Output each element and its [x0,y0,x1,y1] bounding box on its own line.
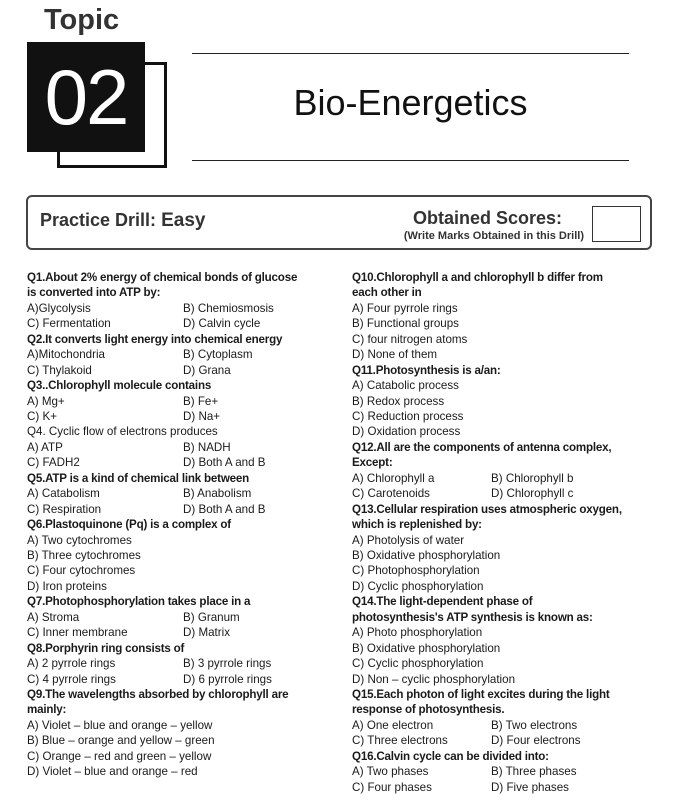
answer-option[interactable]: C) Reduction process [352,409,464,423]
option-row [27,316,327,331]
answer-option[interactable]: A) Two cytochromes [27,533,132,547]
answer-option[interactable]: C) Thylakoid [27,363,92,377]
option-row [352,486,662,501]
score-input-box[interactable] [592,206,641,242]
answer-option[interactable]: B) 3 pyrrole rings [183,657,272,671]
option-row [352,672,662,687]
answer-option[interactable]: C) Four phases [352,780,432,794]
answer-option[interactable]: C) K+ [27,410,57,423]
option-row [27,718,327,733]
topic-number-badge [27,42,145,152]
answer-option[interactable]: B) Granum [183,610,240,624]
answer-option[interactable]: B) Three phases [491,765,577,779]
answer-option[interactable]: A)Mitochondria [27,348,105,362]
answer-option[interactable]: B) Oxidative phosphorylation [352,641,501,655]
answer-option[interactable]: C) four nitrogen atoms [352,332,468,346]
option-row [27,409,327,424]
answer-option[interactable]: D) Oxidation process [352,425,461,439]
answer-option[interactable]: B) NADH [183,440,231,454]
score-title: Obtained Scores: [412,208,562,228]
question-block [27,687,327,780]
option-row [27,394,327,409]
answer-option[interactable]: B) Chlorophyll b [491,471,574,485]
option-row [352,533,662,548]
option-row [27,455,327,470]
title-bottom-rule [192,160,629,161]
answer-option[interactable]: B) Oxidative phosphorylation [352,548,501,562]
option-row [352,332,662,347]
question-text: Q11.Photosynthesis is a/an: [352,363,501,377]
question-text: each other in [352,286,422,300]
option-row [27,625,327,640]
answer-option[interactable]: A) ATP [27,440,63,454]
question-text: Q8.Porphyrin ring consists of [27,641,185,655]
answer-option[interactable]: D) Calvin cycle [183,317,261,331]
question-text: mainly: [27,703,67,717]
question-block [27,594,327,640]
question-block [27,471,327,517]
question-block [27,270,327,332]
option-row [27,301,327,316]
question-text: Q15.Each photon of light excites during the light [352,687,610,701]
answer-option[interactable]: D) Four electrons [491,734,581,748]
question-text: Q4. Cyclic flow of electrons produces [27,425,218,439]
answer-option[interactable]: A) Four pyrrole rings [352,301,458,315]
answer-option[interactable]: B) Redox process [352,394,445,408]
option-row [352,471,662,486]
option-row [352,378,662,393]
option-row [27,502,327,517]
question-text: Except: [352,456,393,470]
question-block [352,363,662,440]
page-title: Bio-Energetics [293,82,528,123]
option-row [27,533,327,548]
answer-option[interactable]: A) Violet – blue and orange – yellow [27,718,213,732]
option-row [352,301,662,316]
answer-option[interactable]: B) Functional groups [352,317,459,331]
question-text: which is replenished by: [352,518,482,532]
question-text: Q9.The wavelengths absorbed by chlorophyll are [27,687,289,701]
answer-option[interactable]: B) Blue – orange and yellow – green [27,734,215,748]
answer-option[interactable]: B) Two electrons [491,718,578,732]
answer-option[interactable]: D) Matrix [183,626,231,640]
option-row [352,625,662,640]
question-block [27,641,327,687]
question-text: Q10.Chlorophyll a and chlorophyll b differ from [352,271,603,284]
answer-option[interactable]: D) Cyclic phosphorylation [352,579,484,593]
question-text: Q1.About 2% energy of chemical bonds of glucose [27,271,298,284]
option-row [352,718,662,733]
question-block [352,687,662,749]
option-row [27,764,327,779]
answer-option[interactable]: B) Anabolism [183,487,252,501]
answer-option[interactable]: A) Catabolism [27,487,100,501]
answer-option[interactable]: A) Photo phosphorylation [352,626,483,640]
option-row [352,641,662,656]
answer-option[interactable]: D) Iron proteins [27,579,107,593]
answer-option[interactable]: B) Cytoplasm [183,348,253,362]
title-top-rule [192,53,629,54]
option-row [27,656,327,671]
answer-option[interactable]: A) One electron [352,718,434,732]
option-row [352,424,662,439]
answer-option[interactable]: D) 6 pyrrole rings [183,672,272,686]
option-row [352,394,662,409]
option-row [27,672,327,687]
answer-option[interactable]: C) 4 pyrrole rings [27,672,116,686]
question-text: Q12.All are the components of antenna complex, [352,440,612,454]
option-row [352,548,662,563]
option-row [352,347,662,362]
option-row [352,579,662,594]
questions-right-column [352,270,662,795]
answer-option[interactable]: A) Photolysis of water [352,533,465,547]
question-text: response of photosynthesis. [352,703,505,717]
answer-option[interactable]: C) Four cytochromes [27,564,136,578]
option-row [27,440,327,455]
option-row [352,764,662,779]
answer-option[interactable]: C) Fermentation [27,317,111,331]
question-text: Q2.It converts light energy into chemical energy [27,332,283,346]
question-block [27,424,327,470]
topic-label: Topic [44,4,120,36]
answer-option[interactable]: B) Three cytochromes [27,548,141,562]
question-block [27,517,327,594]
option-row [27,548,327,563]
option-row [27,347,327,362]
answer-option[interactable]: B) Chemiosmosis [183,301,274,315]
answer-option[interactable]: C) FADH2 [27,456,80,470]
answer-option[interactable]: D) Both A and B [183,456,266,470]
questions-left-column [27,270,327,780]
option-row [352,316,662,331]
question-block [27,332,327,378]
option-row [27,749,327,764]
answer-option[interactable]: C) Cyclic phosphorylation [352,657,484,671]
answer-option[interactable]: B) Fe+ [183,394,219,408]
question-text: Q13.Cellular respiration uses atmospheric oxygen, [352,502,622,516]
question-block [352,270,662,363]
drill-level: Easy [161,210,206,231]
option-row [27,579,327,594]
question-text: is converted into ATP by: [27,286,161,300]
practice-drill-bar [26,195,652,250]
option-row [352,733,662,748]
answer-option[interactable]: D) Grana [183,363,231,377]
option-row [352,780,662,795]
answer-option[interactable]: C) Carotenoids [352,487,430,501]
question-block [352,594,662,687]
answer-option[interactable]: D) Violet – blue and orange – red [27,765,198,779]
option-row [352,409,662,424]
answer-option[interactable]: A)Glycolysis [27,301,91,315]
question-text: Q6.Plastoquinone (Pq) is a complex of [27,518,231,532]
question-block [352,440,662,502]
option-row [27,610,327,625]
score-subtitle: (Write Marks Obtained in this Drill) [403,230,584,242]
question-text: photosynthesis's ATP synthesis is known as: [352,610,593,624]
question-block [352,749,662,795]
answer-option[interactable]: C) Three electrons [352,734,448,748]
option-row [352,563,662,578]
answer-option[interactable]: D) None of them [352,348,438,362]
answer-option[interactable]: A) Catabolic process [352,379,459,393]
answer-option[interactable]: D) Five phases [491,780,569,794]
question-text: Q7.Photophosphorylation takes place in a [27,595,251,609]
answer-option[interactable]: A) Stroma [27,610,80,624]
answer-option[interactable]: C) Orange – red and green – yellow [27,749,212,763]
answer-option[interactable]: D) Non – cyclic phosphorylation [352,672,516,686]
option-row [27,363,327,378]
option-row [352,656,662,671]
option-row [27,733,327,748]
answer-option[interactable]: C) Inner membrane [27,626,128,640]
answer-option[interactable]: C) Photophosphorylation [352,564,480,578]
answer-option[interactable]: D) Both A and B [183,502,266,516]
answer-option[interactable]: A) Mg+ [27,394,65,408]
question-block [352,502,662,595]
question-text: Q5.ATP is a kind of chemical link between [27,471,250,485]
option-row [27,563,327,578]
answer-option[interactable]: A) Chlorophyll a [352,471,435,485]
answer-option[interactable]: A) Two phases [352,765,429,779]
answer-option[interactable]: A) 2 pyrrole rings [27,657,116,671]
answer-option[interactable]: C) Respiration [27,502,102,516]
answer-option[interactable]: D) Na+ [183,410,221,423]
answer-option[interactable]: D) Chlorophyll c [491,487,574,501]
question-block [27,378,327,424]
drill-label-group [40,210,205,232]
question-text: Q16.Calvin cycle can be divided into: [352,749,549,763]
question-text: Q3..Chlorophyll molecule contains [27,379,212,393]
topic-number: 02 [44,53,128,141]
question-text: Q14.The light-dependent phase of [352,595,533,609]
drill-label: Practice Drill: [40,210,157,230]
option-row [27,486,327,501]
